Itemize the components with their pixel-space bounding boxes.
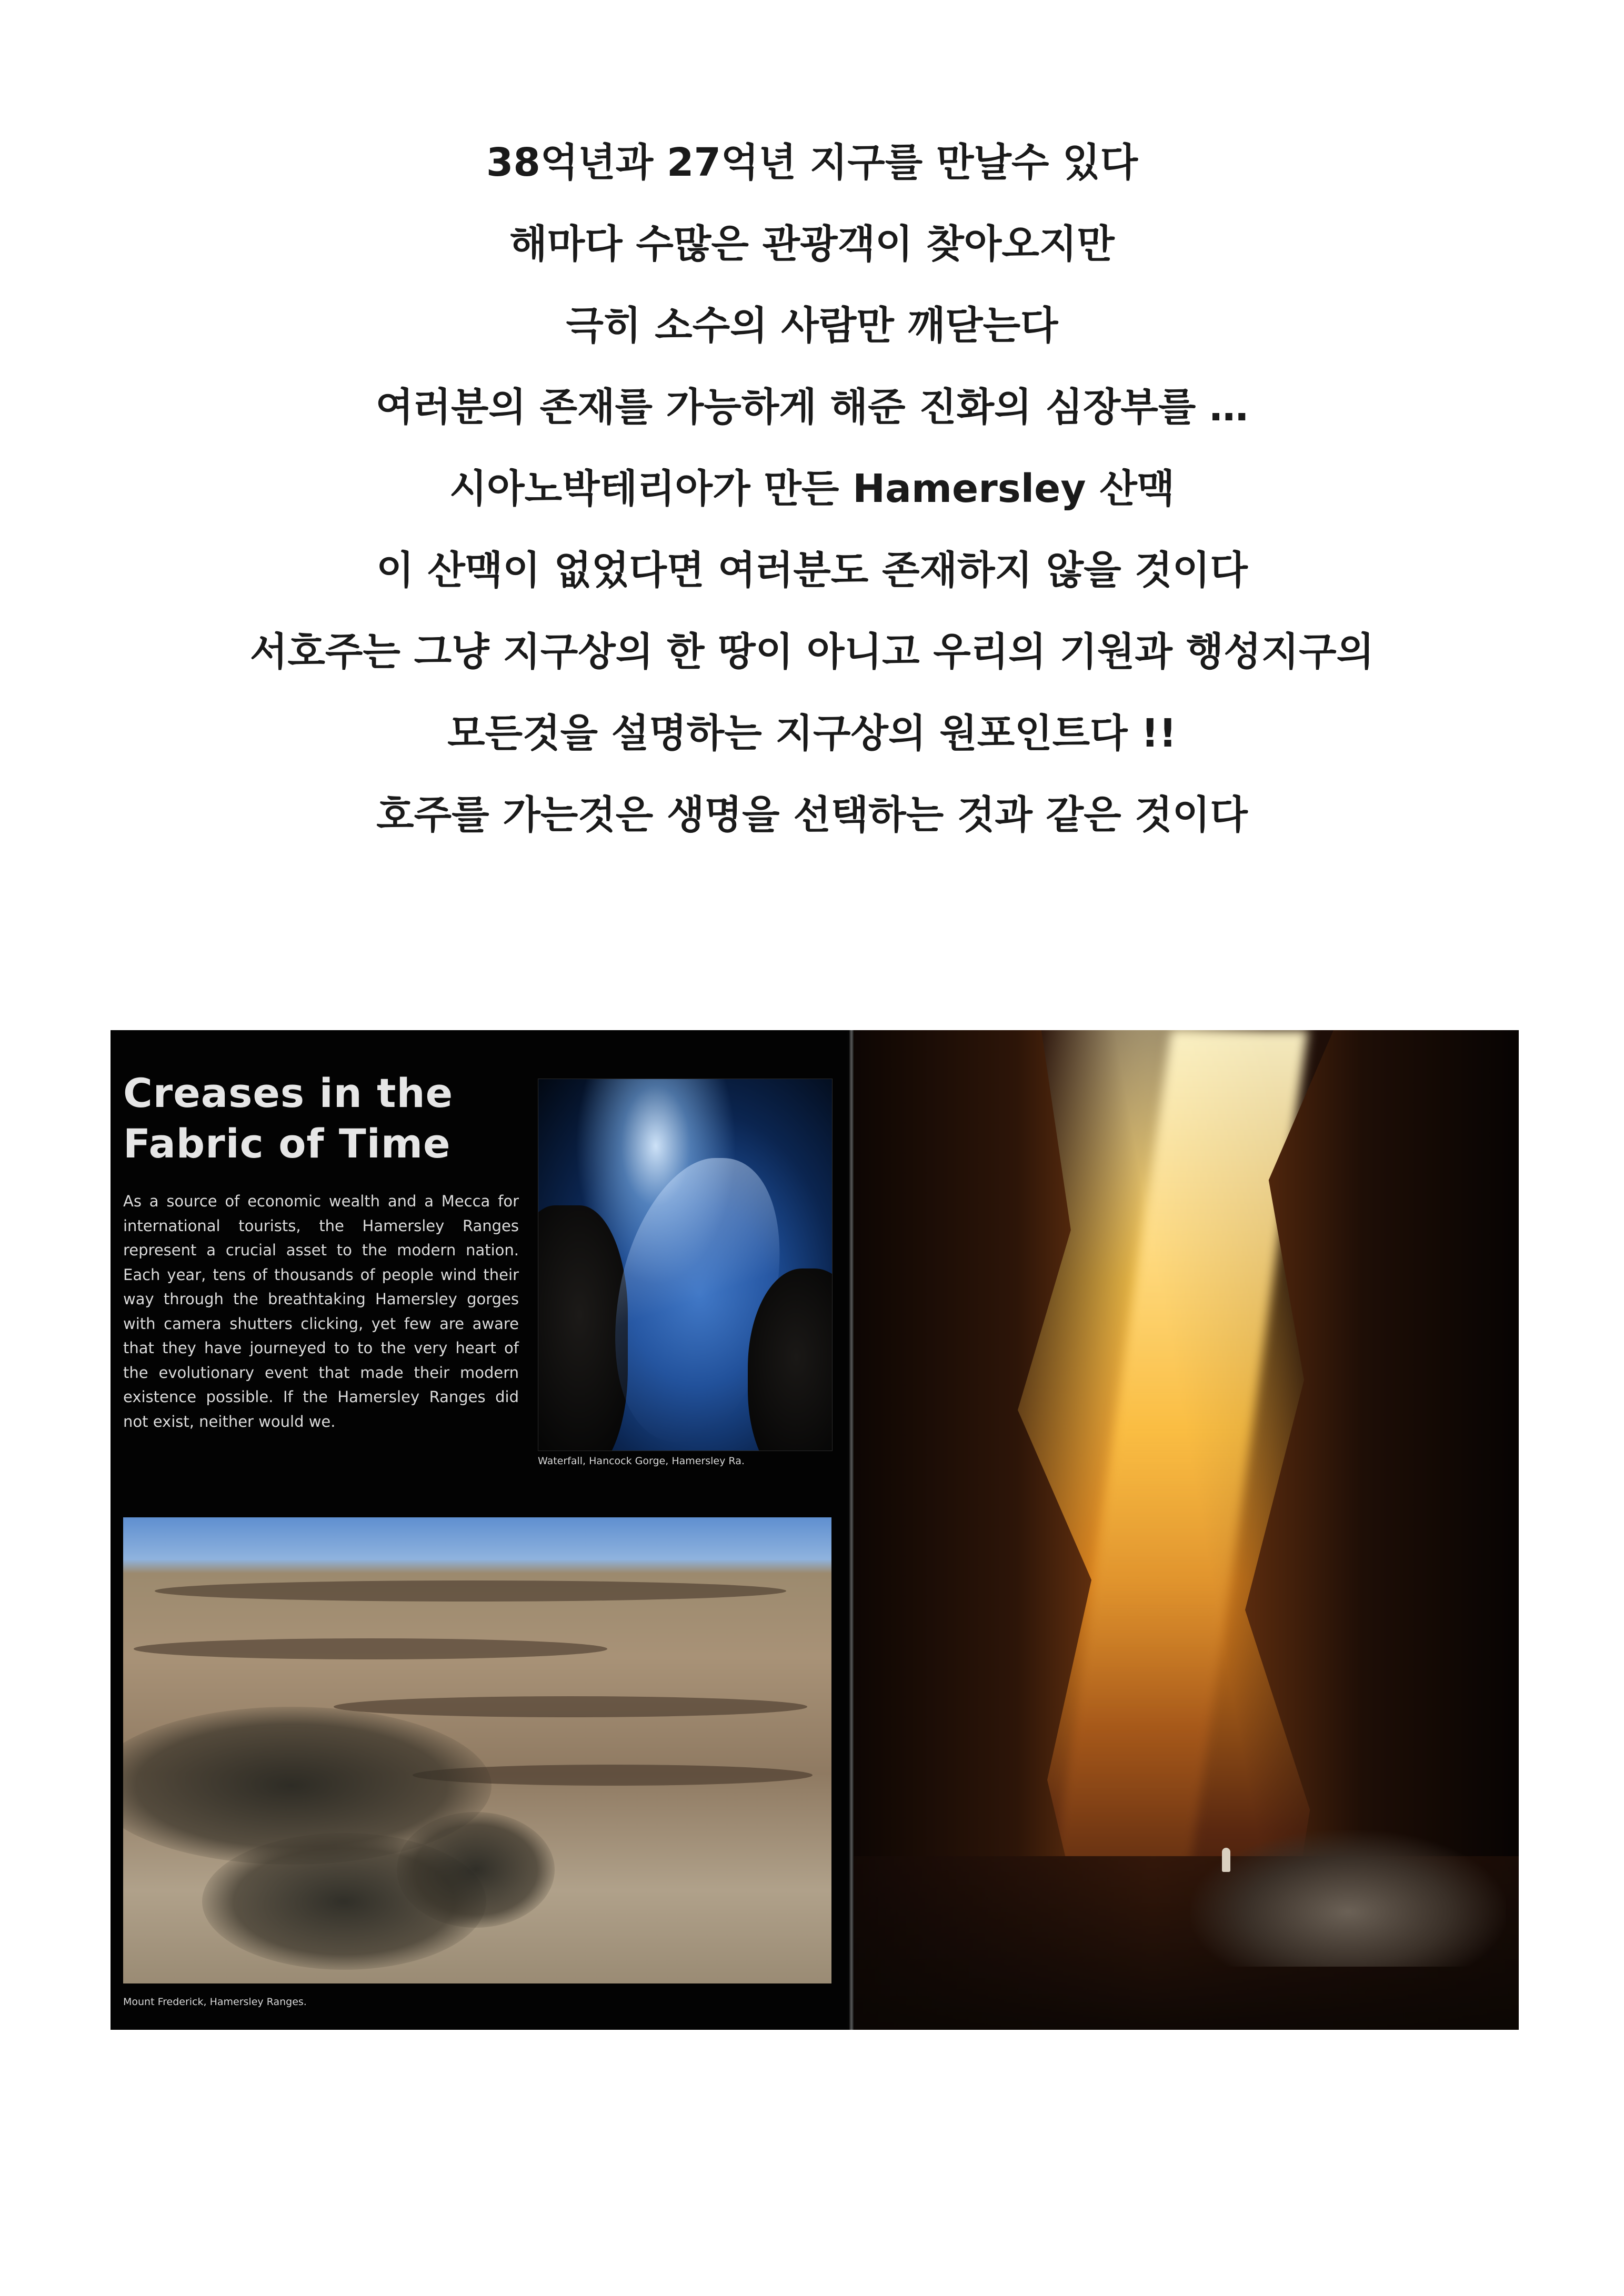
page-fold: [849, 1030, 854, 2030]
ridge-line: [134, 1638, 607, 1659]
gorge-photo: [854, 1030, 1519, 2030]
text-line-7: 서호주는 그냥 지구상의 한 땅이 아니고 우리의 기원과 행성지구의: [249, 629, 1375, 674]
dark-scrub-area: [397, 1812, 555, 1928]
magazine-spread-image: [111, 1030, 1519, 2030]
waterfall-caption: Waterfall, Hancock Gorge, Hamersley Ra.: [538, 1455, 745, 1467]
article-body-text: As a source of economic wealth and a Mecca for international tourists, the Hamersley Ranges represent a crucial asset to the modern nation. Each year, tens of thousands of people wind their way through the breathtaking Hamersley gorges with camera shutters clicking, yet few are aware that they have journeyed to to the very heart of the evolutionary event that made their modern existence possible. If the Hamersley Ranges did not exist, neither would we.: [123, 1192, 519, 1431]
text-line-4: 여러분의 존재를 가능하게 해준 진화의 심장부를 …: [375, 385, 1249, 430]
text-line-6: 이 산맥이 없었다면 여러분도 존재하지 않을 것이다: [376, 548, 1248, 593]
waterfall-photo: [538, 1079, 833, 1451]
text-line-1: 38억년과 27억년 지구를 만날수 있다: [486, 140, 1138, 185]
text-line-3: 극히 소수의 사람만 깨닫는다: [566, 303, 1058, 348]
text-line-2: 해마다 수많은 관광객이 찾아오지만: [509, 221, 1115, 267]
text-line-8: 모든것을 설명하는 지구상의 원포인트다 !!: [447, 711, 1177, 756]
aerial-mountain-photo: [123, 1517, 831, 1983]
aerial-caption: Mount Frederick, Hamersley Ranges.: [123, 1996, 307, 2008]
article-headline: Creases in the Fabric of Time: [123, 1070, 454, 1167]
text-line-9: 호주를 가는것은 생명을 선택하는 것과 같은 것이다: [376, 792, 1248, 838]
ridge-line: [155, 1580, 786, 1602]
ridge-line: [334, 1696, 807, 1717]
text-line-5: 시아노박테리아가 만든 Hamersley 산맥: [449, 466, 1175, 511]
hiker-figure: [1222, 1848, 1230, 1872]
waterfall-rock-left: [538, 1205, 628, 1451]
korean-text-block: [0, 122, 1624, 856]
left-page: [111, 1030, 847, 2030]
gorge-rocks: [1190, 1830, 1506, 1967]
